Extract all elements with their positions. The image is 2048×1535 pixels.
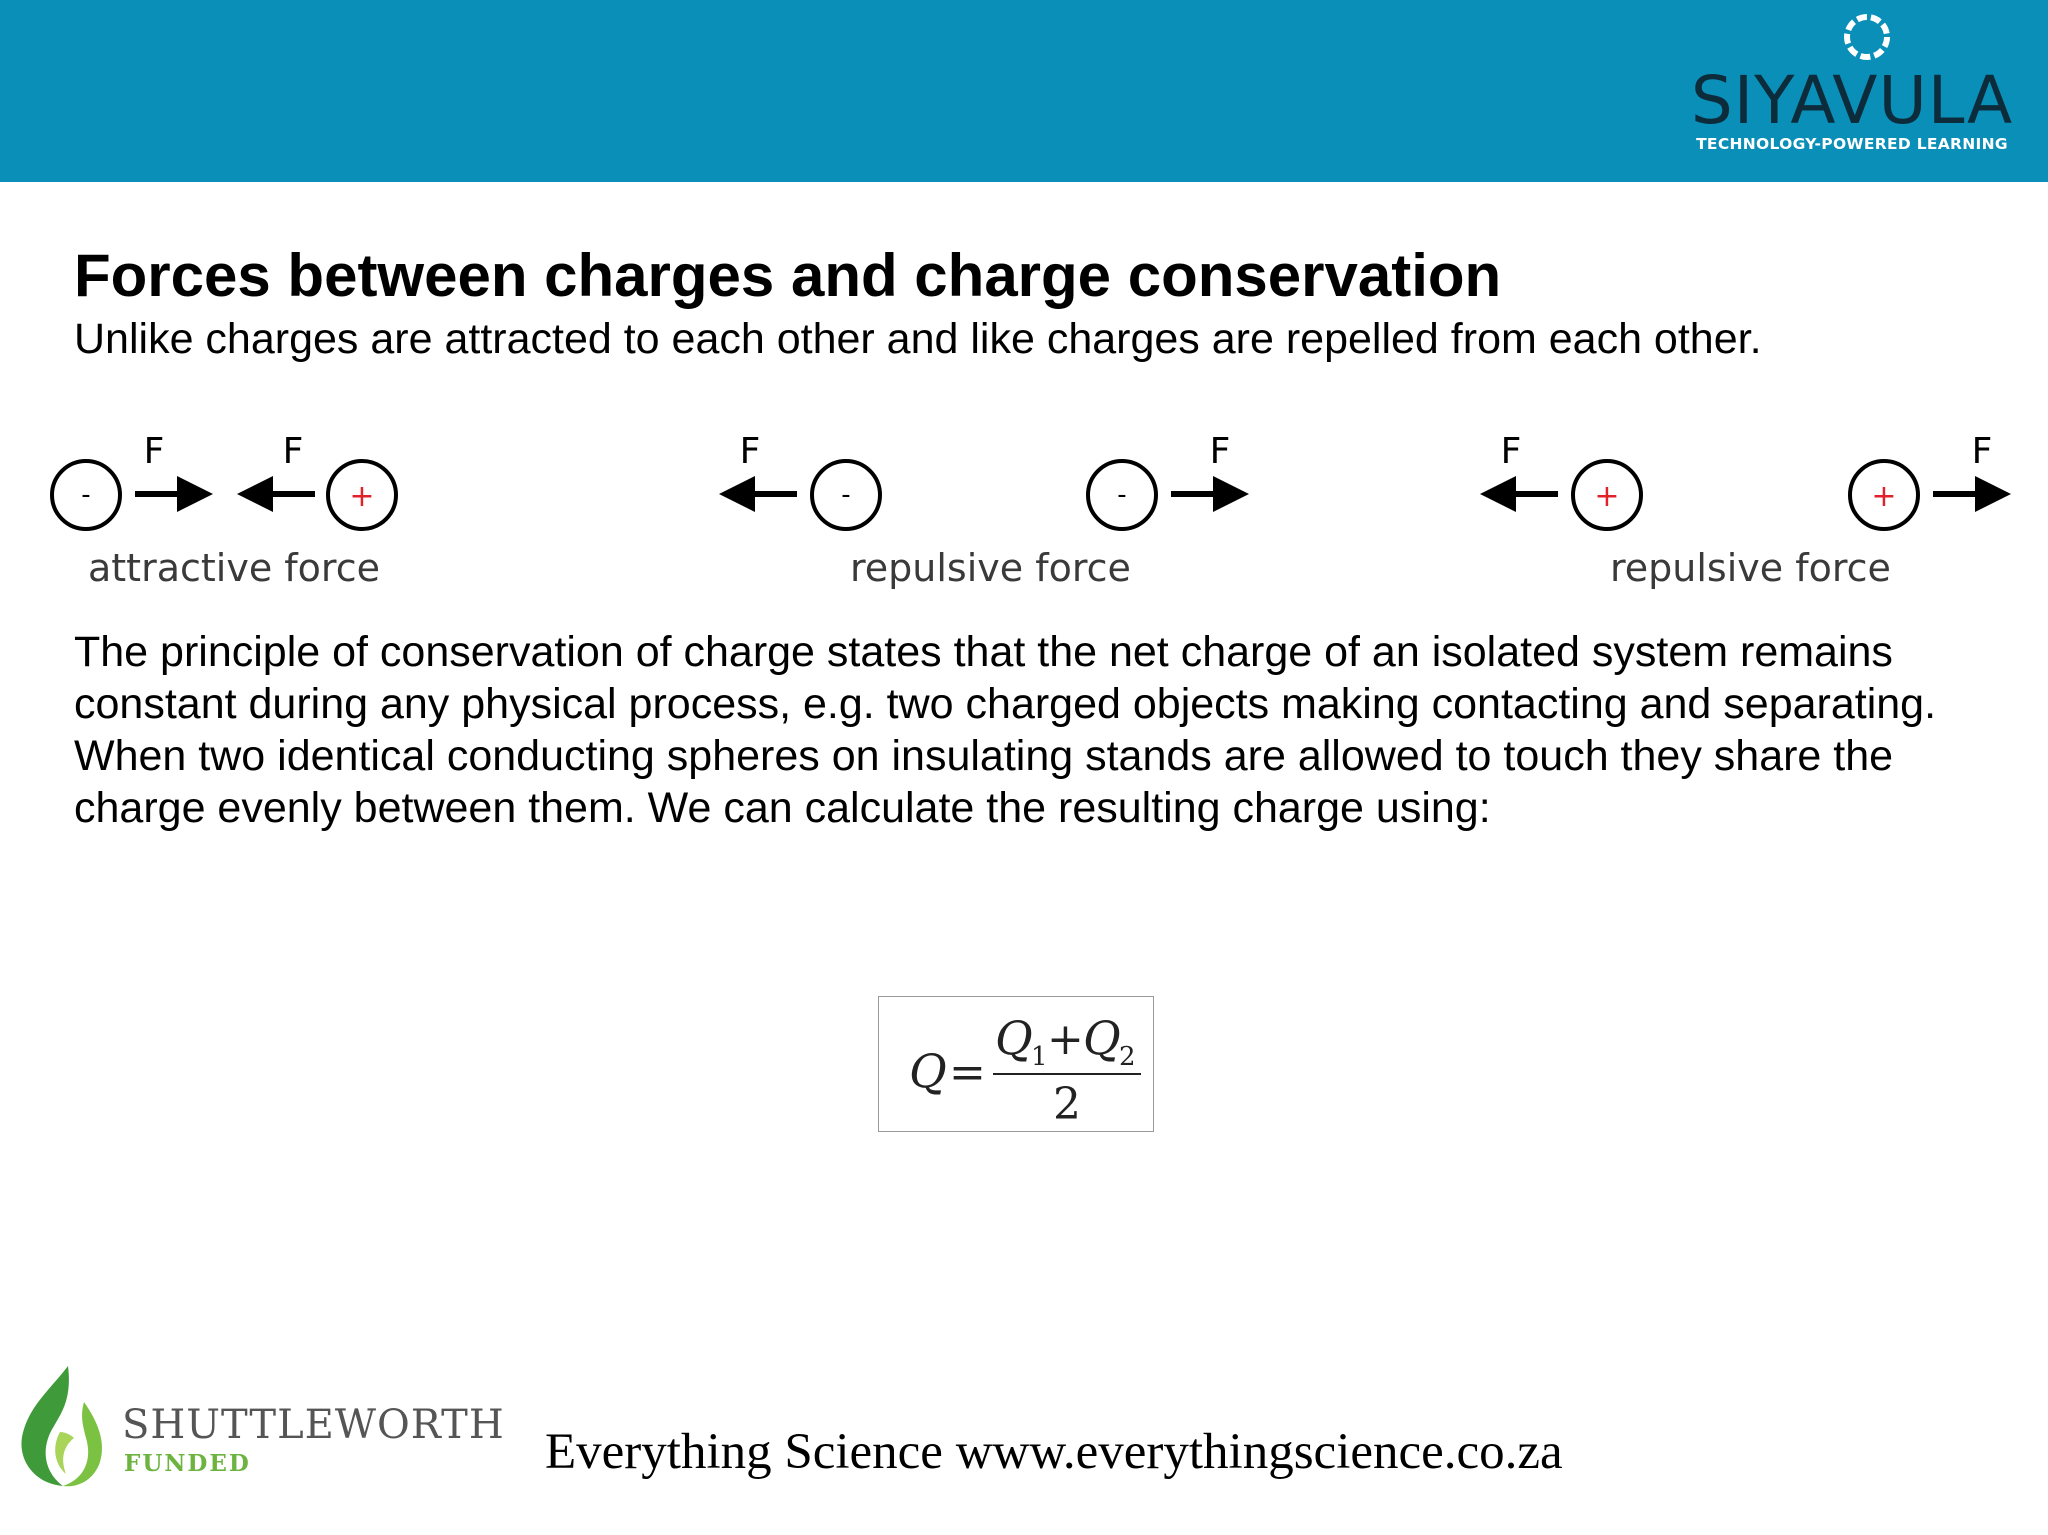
charge-force-diagram: [0, 420, 2048, 620]
spheres-paragraph: When two identical conducting spheres on insulating stands are allowed to touch they share the charge evenly between them. We can calculate the resulting charge using:: [74, 732, 1894, 832]
positive-sign: +: [349, 479, 375, 514]
force-symbol: F: [1971, 431, 1993, 472]
force-symbol: F: [1500, 431, 1522, 472]
repulsive-force-label: repulsive force: [1610, 546, 1891, 590]
force-symbol: F: [143, 431, 165, 472]
siyavula-logo: [1682, 8, 2022, 158]
logo-name: SIYAVULA: [1690, 62, 2014, 139]
siyavula-ring-icon: [1840, 10, 1894, 64]
repulsive-force-label: repulsive force: [850, 546, 1131, 590]
force-symbol: F: [1209, 431, 1231, 472]
formula-sub2: 2: [1119, 1042, 1136, 1072]
negative-sign: -: [1117, 480, 1127, 510]
positive-sign: +: [1594, 479, 1620, 514]
positive-sign: +: [1871, 479, 1897, 514]
sponsor-name: SHUTTLEWORTH: [122, 1402, 505, 1448]
slide-subtitle: Unlike charges are attracted to each other and like charges are repelled from each other.: [74, 315, 1762, 363]
negative-sign: -: [841, 480, 851, 510]
header-bar: [0, 0, 2048, 182]
conservation-paragraph: The principle of conservation of charge states that the net charge of an isolated system remains constant during any physical process, e.g. two charged objects making contacting and separating.: [74, 628, 1937, 728]
formula-plus: +: [1047, 1014, 1084, 1065]
formula-sub1: 1: [1031, 1042, 1048, 1072]
shuttleworth-logo: [8, 1362, 505, 1492]
formula-q1: Q: [995, 1011, 1033, 1065]
footer-website-text: Everything Science www.everythingscience.co.za: [545, 1424, 1563, 1480]
force-symbol: F: [282, 431, 304, 472]
formula-svg: [879, 997, 1155, 1133]
charge-formula: [878, 996, 1154, 1132]
logo-tagline: TECHNOLOGY-POWERED LEARNING: [1696, 135, 2008, 153]
formula-denominator: 2: [1053, 1079, 1081, 1130]
force-diagram-svg: [0, 420, 2048, 550]
formula-lhs: Q: [909, 1044, 947, 1098]
slide-title: Forces between charges and charge conservation: [74, 242, 1502, 309]
body-text: [74, 626, 2004, 834]
flame-icon: [8, 1362, 118, 1492]
formula-q2: Q: [1083, 1011, 1121, 1065]
sponsor-tag: FUNDED: [124, 1450, 251, 1477]
force-symbol: F: [739, 431, 761, 472]
attractive-force-label: attractive force: [88, 546, 380, 590]
negative-sign: -: [81, 480, 91, 510]
formula-equals: =: [949, 1047, 986, 1098]
